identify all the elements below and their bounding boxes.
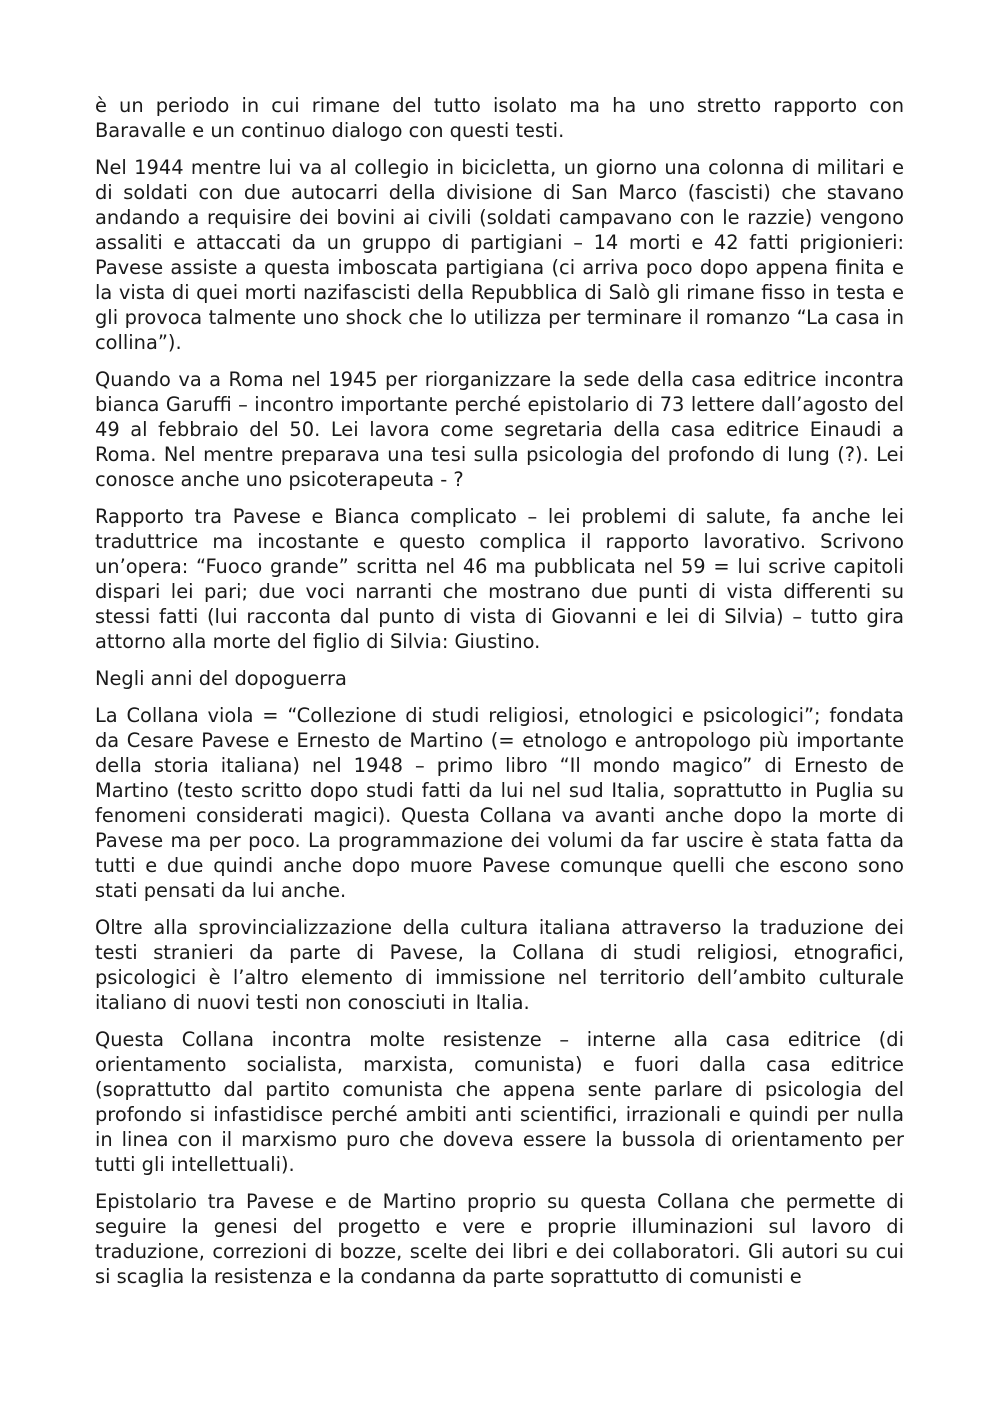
- paragraph-3: Quando va a Roma nel 1945 per riorganizzare la sede della casa editrice incontra bianca Garuffi – incontro importante perché epistolario di 73 lettere dall’agosto del 49 al febbraio del 50. Lei lavora come segretaria della casa editrice Einaudi a Roma. Nel mentre preparava una tesi sulla psicologia del profondo di Iung (?). Lei conosce anche uno psicoterapeuta - ?: [95, 368, 904, 491]
- paragraph-6: La Collana viola = “Collezione di studi religiosi, etnologici e psicologici”; fondata da Cesare Pavese e Ernesto de Martino (= etnologo e antropologo più importante della storia italiana) nel 1948 – primo libro “Il mondo magico” di Ernesto de Martino (testo scritto dopo studi fatti da lui nel sud Italia, soprattutto in Puglia su fenomeni considerati magici). Questa Collana va avanti anche dopo la morte di Pavese ma per poco. La programmazione dei volumi da far uscire è stata fatta da tutti e due quindi anche dopo muore Pavese comunque quelli che escono sono stati pensati da lui anche.: [95, 704, 904, 902]
- paragraph-1: è un periodo in cui rimane del tutto isolato ma ha uno stretto rapporto con Baravalle e un continuo dialogo con questi testi.: [95, 94, 904, 142]
- document-page: [95, 93, 904, 1301]
- paragraph-7: Oltre alla sprovincializzazione della cultura italiana attraverso la traduzione dei testi stranieri da parte di Pavese, la Collana di studi religiosi, etnografici, psicologici è l’altro elemento di immissione nel territorio dell’ambito culturale italiano di nuovi testi non conosciuti in Italia.: [95, 916, 904, 1014]
- paragraph-5: Negli anni del dopoguerra: [95, 667, 347, 690]
- paragraph-9: Epistolario tra Pavese e de Martino proprio su questa Collana che permette di seguire la genesi del progetto e vere e proprie illuminazioni sul lavoro di traduzione, correzioni di bozze, scelte dei libri e dei collaboratori. Gli autori su cui si scaglia la resistenza e la condanna da parte soprattutto di comunisti e: [95, 1190, 904, 1288]
- paragraph-4: Rapporto tra Pavese e Bianca complicato – lei problemi di salute, fa anche lei traduttrice ma incostante e questo complica il rapporto lavorativo. Scrivono un’opera: “Fuoco grande” scritta nel 46 ma pubblicata nel 59 = lui scrive capitoli dispari lei pari; due voci narranti che mostrano due punti di vista differenti su stessi fatti (lui racconta dal punto di vista di Giovanni e lei di Silvia) – tutto gira attorno alla morte del figlio di Silvia: Giustino.: [95, 505, 904, 653]
- paragraph-8: Questa Collana incontra molte resistenze – interne alla casa editrice (di orientamento socialista, marxista, comunista) e fuori dalla casa editrice (soprattutto dal partito comunista che appena sente parlare di psicologia del profondo si infastidisce perché ambiti anti scientifici, irrazionali e quindi per nulla in linea con il marxismo puro che doveva essere la bussola di orientamento per tutti gli intellettuali).: [95, 1028, 904, 1176]
- paragraph-2: Nel 1944 mentre lui va al collegio in bicicletta, un giorno una colonna di militari e di soldati con due autocarri della divisione di San Marco (fascisti) che stavano andando a requisire dei bovini ai civili (soldati campavano con le razzie) vengono assaliti e attaccati da un gruppo di partigiani – 14 morti e 42 fatti prigionieri: Pavese assiste a questa imboscata partigiana (ci arriva poco dopo appena finita e la vista di quei morti nazifascisti della Repubblica di Salò gli rimane fisso in testa e gli provoca talmente uno shock che lo utilizza per terminare il romanzo “La casa in collina”).: [95, 156, 904, 354]
